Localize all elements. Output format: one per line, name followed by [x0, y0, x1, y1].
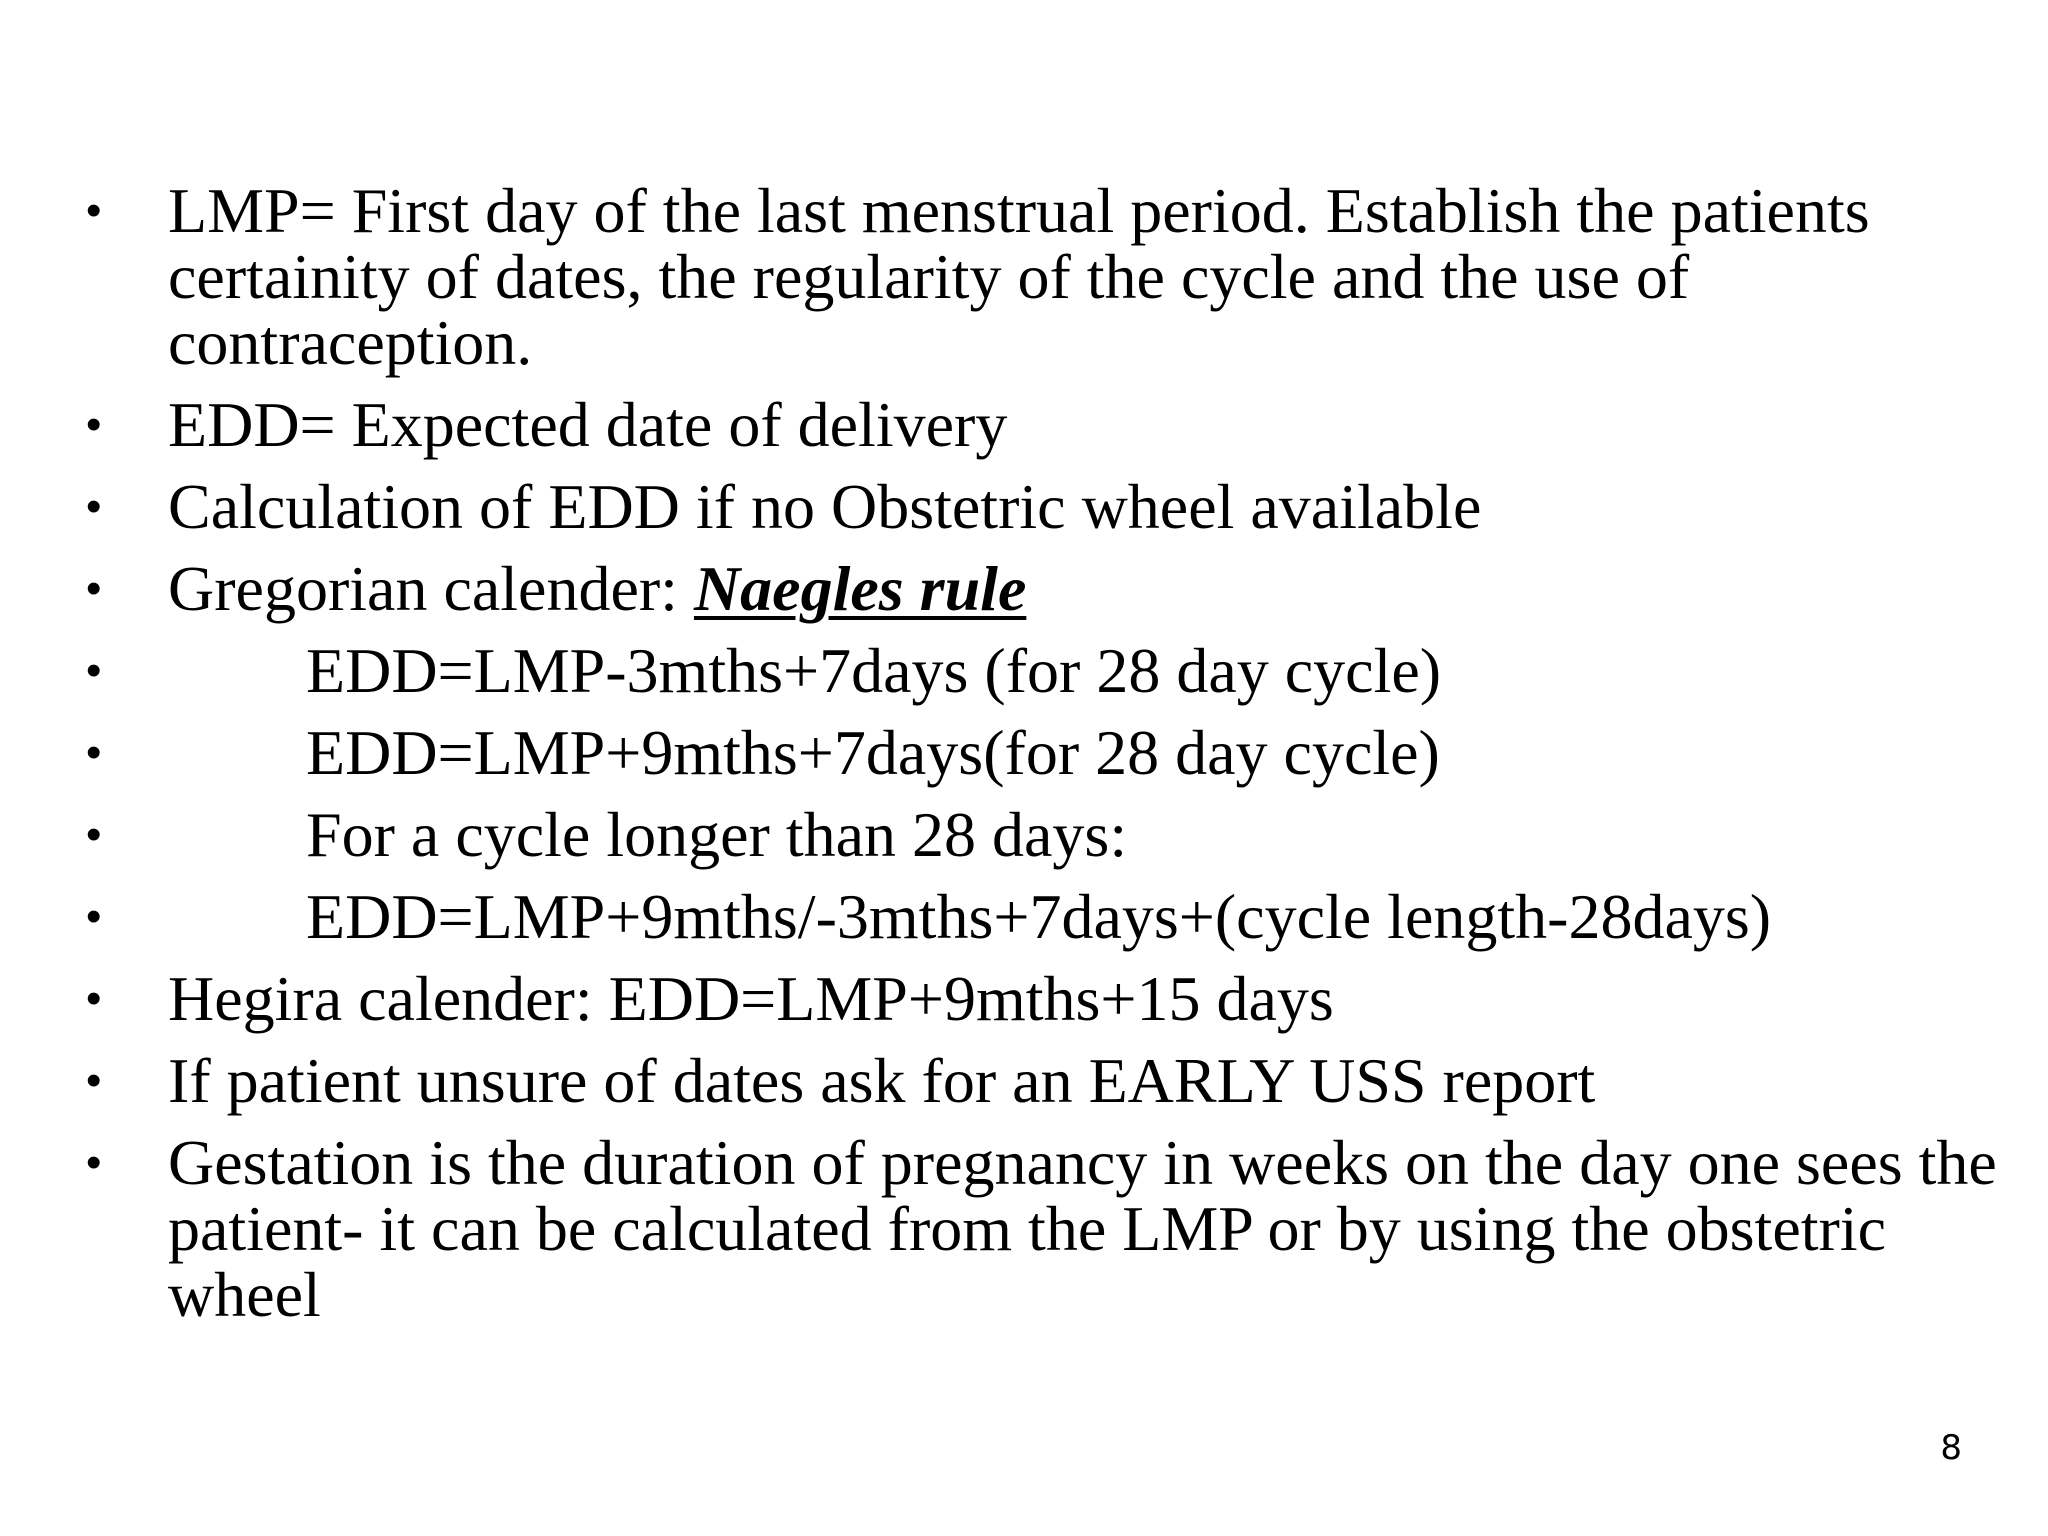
bullet-item-hegira: [86, 963, 2016, 1034]
slide-number: 8: [1940, 1428, 1962, 1468]
bullet-item-longer-cycle: [86, 799, 2016, 870]
bullet-dot-icon: •: [86, 810, 102, 859]
bullet-text: Hegira calender: EDD=LMP+9mths+15 days: [168, 963, 1334, 1034]
bullet-dot-icon: •: [86, 728, 102, 777]
bullet-text: EDD= Expected date of delivery: [168, 389, 1008, 460]
bullet-item-uss: [86, 1045, 2016, 1116]
bullet-text: EDD=LMP+9mths+7days(for 28 day cycle): [306, 717, 1440, 788]
bullet-dot-icon: •: [86, 974, 102, 1023]
bullet-dot-icon: •: [86, 482, 102, 531]
bullet-dot-icon: •: [86, 186, 102, 235]
bullet-item-formula-minus: [86, 635, 2016, 706]
bullet-text: For a cycle longer than 28 days:: [306, 799, 1128, 870]
bullet-text: EDD=LMP+9mths/-3mths+7days+(cycle length-28days): [306, 881, 1772, 952]
bullet-text: EDD=LMP-3mths+7days (for 28 day cycle): [306, 635, 1442, 706]
gregorian-prefix: Gregorian calender:: [168, 553, 694, 624]
bullet-item-calculation: [86, 471, 2016, 542]
bullet-item-edd: [86, 389, 2016, 460]
bullet-text: LMP= First day of the last menstrual period. Establish the patients certainity of dates, the regularity of the cycle and the use of contraception.: [168, 175, 1870, 378]
bullet-list: [86, 175, 2016, 1344]
bullet-text: [168, 553, 1026, 624]
bullet-text: Calculation of EDD if no Obstetric wheel available: [168, 471, 1482, 542]
bullet-text: If patient unsure of dates ask for an EARLY USS report: [168, 1045, 1596, 1116]
bullet-dot-icon: •: [86, 646, 102, 695]
bullet-item-gregorian: [86, 553, 2016, 624]
bullet-item-formula-plus: [86, 717, 2016, 788]
bullet-dot-icon: •: [86, 564, 102, 613]
naegles-rule-emphasis: Naegles rule: [693, 553, 1027, 624]
bullet-text: Gestation is the duration of pregnancy in weeks on the day one sees the patient- it can be calculated from the LMP or by using the obstetric wheel: [168, 1127, 1997, 1330]
bullet-dot-icon: •: [86, 1138, 102, 1187]
bullet-item-gestation: [86, 1127, 2016, 1330]
bullet-item-lmp: [86, 175, 2016, 378]
bullet-item-formula-cycle-length: [86, 881, 2016, 952]
bullet-dot-icon: •: [86, 892, 102, 941]
bullet-dot-icon: •: [86, 400, 102, 449]
bullet-dot-icon: •: [86, 1056, 102, 1105]
